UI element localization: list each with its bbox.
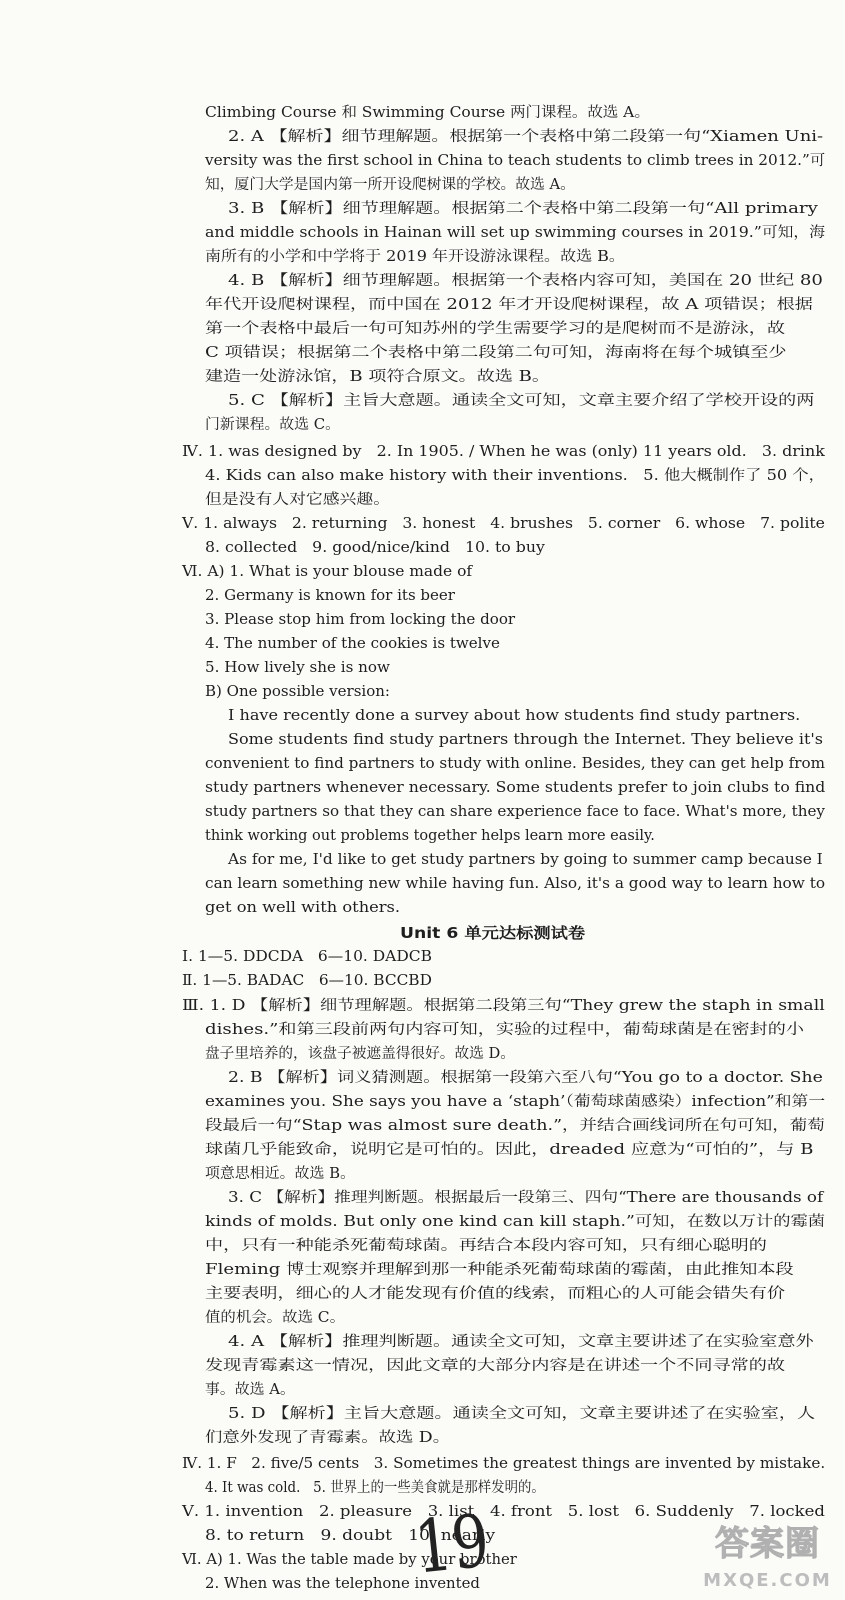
- text-line-content: 第一个表格中最后一句可知苏州的学生需要学习的是爬树而不是游泳，故: [205, 321, 785, 337]
- text-line: [205, 680, 390, 704]
- text-line: [205, 365, 550, 389]
- text-line-content: I have recently done a survey about how students find study partners.: [228, 708, 801, 724]
- text-line: [182, 440, 825, 464]
- text-line: [205, 872, 826, 896]
- text-line: [205, 1378, 293, 1402]
- text-line: [205, 1138, 814, 1162]
- text-line: [205, 608, 516, 632]
- text-line: [205, 1258, 794, 1282]
- text-line-content: 球菌几乎能致命，说明它是可怕的。因此，dreaded 应意为“可怕的”，与 B: [205, 1142, 814, 1158]
- text-line-content: 2. Germany is known for its beer: [205, 588, 455, 604]
- text-line: [205, 293, 813, 317]
- text-line: [205, 656, 390, 680]
- watermark-logo: 答案圈: [715, 1524, 820, 1564]
- text-line-content: 但是没有人对它感兴趣。: [205, 492, 391, 508]
- text-line-content: 2. When was the telephone invented: [205, 1576, 480, 1592]
- text-line-content: think working out problems together helps learn more easily.: [205, 828, 655, 844]
- text-line: [205, 1018, 805, 1042]
- text-line: [182, 560, 473, 584]
- text-line-content: can learn something new while having fun. Also, it's a good way to learn how to: [205, 876, 826, 892]
- text-line: [182, 994, 825, 1018]
- text-line-content: study partners whenever necessary. Some students prefer to join clubs to find: [205, 780, 826, 796]
- text-line: [228, 704, 801, 728]
- text-line-content: 4. The number of the cookies is twelve: [205, 636, 500, 652]
- text-line-content: 4. Kids can also make history with their inventions. 5. 他大概制作了 50 个，: [205, 468, 825, 484]
- text-line-content: 们意外发现了青霉素。故选 D。: [205, 1430, 451, 1446]
- text-line: [205, 776, 826, 800]
- text-line-content: Ⅴ. 1. invention 2. pleasure 3. list 4. front 5. lost 6. Suddenly 7. locked: [182, 1504, 825, 1520]
- text-line-content: Fleming 博士观察并理解到那一种能杀死葡萄球菌的霉菌，由此推知本段: [205, 1262, 794, 1278]
- text-line-content: 中，只有一种能杀死葡萄球菌。再结合本段内容可知，只有细心聪明的: [205, 1238, 767, 1254]
- text-line-content: dishes.”和第三段前两句内容可知，实验的过程中，葡萄球菌是在密封的小: [205, 1022, 805, 1038]
- text-line-content: 4. It was cold. 5. 世界上的一些美食就是那样发明的。: [205, 1480, 545, 1496]
- text-line-content: Ⅱ. 1—5. BADAC 6—10. BCCBD: [182, 973, 432, 989]
- text-line: [182, 512, 825, 536]
- text-line: [205, 173, 575, 197]
- text-line-content: Ⅲ. 1. D 【解析】细节理解题。根据第二段第三句“They grew the staph in small: [182, 998, 825, 1014]
- text-line: [205, 1354, 785, 1378]
- text-line-content: 3. B 【解析】细节理解题。根据第二个表格中第二段第一句“All primary: [228, 201, 818, 217]
- text-line: [205, 341, 787, 365]
- text-line-content: 发现青霉素这一情况，因此文章的大部分内容是在讲述一个不同寻常的故: [205, 1358, 785, 1374]
- text-line-content: Unit 6 单元达标测试卷: [400, 924, 586, 942]
- text-line: [228, 728, 824, 752]
- text-line: [228, 1402, 816, 1426]
- text-line-content: 2. A 【解析】细节理解题。根据第一个表格中第二段第一句“Xiamen Uni-: [228, 129, 824, 145]
- text-line: [205, 149, 826, 173]
- text-line: [205, 800, 825, 824]
- text-line: [228, 389, 815, 413]
- text-line: [228, 1186, 824, 1210]
- text-line-content: B) One possible version:: [205, 684, 390, 700]
- text-line-content: 南所有的小学和中学将于 2019 年开设游泳课程。故选 B。: [205, 249, 625, 265]
- text-line: [205, 1162, 355, 1186]
- text-line-content: 知，厦门大学是国内第一所开设爬树课的学校。故选 A。: [205, 177, 575, 193]
- text-line-content: 盘子里培养的，该盘子被遮盖得很好。故选 D。: [205, 1046, 515, 1062]
- text-line-content: 门新课程。故选 C。: [205, 417, 340, 433]
- text-line-content: convenient to find partners to study with online. Besides, they can get help from: [205, 756, 826, 772]
- text-line-content: 值的机会。故选 C。: [205, 1310, 346, 1326]
- watermark-url: MXQE.COM: [703, 1570, 832, 1591]
- text-line: [205, 221, 825, 245]
- text-line-content: kinds of molds. But only one kind can kill staph.”可知，在数以万计的霉菌: [205, 1214, 826, 1230]
- text-line-content: Ⅰ. 1—5. DDCDA 6—10. DADCB: [182, 949, 432, 965]
- text-line-content: Ⅴ. 1. always 2. returning 3. honest 4. brushes 5. corner 6. whose 7. polite: [182, 516, 825, 532]
- text-line: [205, 632, 500, 656]
- text-line-content: versity was the first school in China to teach students to climb trees in 2012.”可: [205, 153, 826, 169]
- text-line-content: 3. Please stop him from locking the door: [205, 612, 516, 628]
- text-line-content: 5. How lively she is now: [205, 660, 390, 676]
- text-line: [205, 101, 650, 125]
- text-line: [205, 413, 340, 437]
- text-line: [205, 1090, 826, 1114]
- text-line-content: 5. C 【解析】主旨大意题。通读全文可知，文章主要介绍了学校开设的两: [228, 393, 815, 409]
- text-line-content: Climbing Course 和 Swimming Course 两门课程。故选 A。: [205, 105, 650, 121]
- text-line-content: Ⅵ. A) 1. What is your blouse made of: [182, 564, 473, 580]
- text-line-content: study partners so that they can share experience face to face. What's more, they: [205, 804, 825, 820]
- text-line: [182, 969, 432, 993]
- text-line-content: 5. D 【解析】主旨大意题。通读全文可知，文章主要讲述了在实验室，人: [228, 1406, 816, 1422]
- text-line: [205, 317, 785, 341]
- text-line-content: 8. to return 9. doubt 10. nearly: [205, 1528, 496, 1544]
- text-line-content: get on well with others.: [205, 900, 401, 916]
- text-line: [205, 584, 455, 608]
- text-line-content: 2. B 【解析】词义猜测题。根据第一段第六至八句“You go to a doctor. She: [228, 1070, 823, 1086]
- text-line-content: 年代开设爬树课程，而中国在 2012 年才开设爬树课程，故 A 项错误；根据: [205, 297, 813, 313]
- text-line-content: Some students find study partners through the Internet. They believe it's: [228, 732, 824, 748]
- text-line: [205, 1234, 767, 1258]
- text-line: [182, 1452, 826, 1476]
- handwritten-page-number: 19: [410, 1497, 494, 1591]
- text-line-content: C 项错误；根据第二个表格中第二段第二句可知，海南将在每个城镇至少: [205, 345, 787, 361]
- text-line-content: examines you. She says you have a ‘staph’（葡萄球菌感染）infection”和第一: [205, 1094, 826, 1110]
- text-line: [228, 1066, 823, 1090]
- section-title: [400, 921, 586, 945]
- text-line: [205, 1282, 785, 1306]
- text-line: [205, 1042, 515, 1066]
- text-line: [205, 536, 545, 560]
- text-line: [228, 1330, 814, 1354]
- text-line: [228, 197, 818, 221]
- text-line-content: 4. A 【解析】推理判断题。通读全文可知，文章主要讲述了在实验室意外: [228, 1334, 814, 1350]
- text-line-content: Ⅳ. 1. was designed by 2. In 1905. / When he was (only) 11 years old. 3. drink: [182, 444, 825, 460]
- text-line: [205, 1476, 572, 1500]
- text-line: [205, 245, 625, 269]
- text-line: [205, 896, 401, 920]
- text-line-content: 3. C 【解析】推理判断题。根据最后一段第三、四句“There are thousands of: [228, 1190, 824, 1206]
- text-line-content: 主要表明，细心的人才能发现有价值的线索，而粗心的人可能会错失有价: [205, 1286, 785, 1302]
- text-line: [228, 269, 823, 293]
- text-line: [205, 488, 391, 512]
- text-line-content: Ⅳ. 1. F 2. five/5 cents 3. Sometimes the greatest things are invented by mistake.: [182, 1456, 826, 1472]
- text-line: [182, 945, 432, 969]
- text-line: [205, 1306, 346, 1330]
- text-line: [228, 125, 824, 149]
- text-line-content: 建造一处游泳馆，B 项符合原文。故选 B。: [205, 369, 550, 385]
- text-line: [205, 752, 826, 776]
- text-line: [205, 1114, 825, 1138]
- text-line-content: 项意思相近。故选 B。: [205, 1166, 355, 1182]
- text-line: [205, 464, 825, 488]
- text-line: [205, 1426, 451, 1450]
- text-line: [205, 824, 656, 848]
- text-line-content: As for me, I'd like to get study partners by going to summer camp because I: [228, 852, 823, 868]
- text-line: [228, 848, 823, 872]
- text-line-content: 事。故选 A。: [205, 1382, 295, 1398]
- text-line-content: and middle schools in Hainan will set up swimming courses in 2019.”可知，海: [205, 225, 825, 241]
- text-line-content: 8. collected 9. good/nice/kind 10. to buy: [205, 540, 545, 556]
- text-line-content: 4. B 【解析】细节理解题。根据第一个表格内容可知，美国在 20 世纪 80: [228, 273, 823, 289]
- text-line-content: 段最后一句“Stap was almost sure death.”，并结合画线词所在句可知，葡萄: [205, 1118, 825, 1134]
- text-line-content: Ⅵ. A) 1. Was the table made by your brother: [182, 1552, 517, 1568]
- text-line: [205, 1210, 826, 1234]
- watermark: [700, 1520, 835, 1595]
